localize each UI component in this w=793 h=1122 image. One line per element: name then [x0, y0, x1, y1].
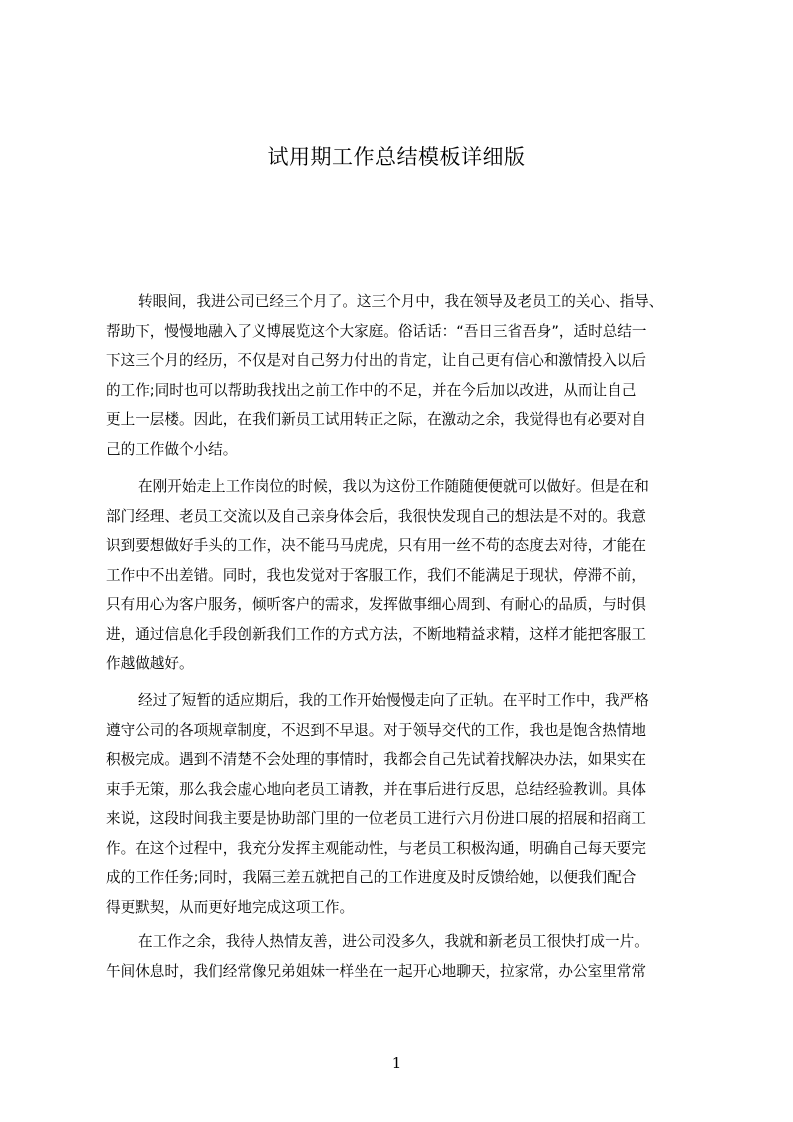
- text-line: 下这三个月的经历，不仅是对自己努力付出的肯定，让自己更有信心和激情投入以后: [106, 352, 646, 369]
- text-line: 来说，这段时间我主要是协助部门里的一位老员工进行六月份进口展的招展和招商工: [106, 810, 646, 827]
- text-line: 的工作;同时也可以帮助我找出之前工作中的不足，并在今后加以改进，从而让自己: [106, 381, 637, 399]
- text-line: 得更默契，从而更好地完成这项工作。: [106, 898, 355, 916]
- text-line: 进，通过信息化手段创新我们工作的方式方法，不断地精益求精，这样才能把客服工: [106, 625, 646, 643]
- page-number: 1: [391, 1054, 402, 1072]
- paragraph-4: [106, 927, 715, 986]
- text-line: 工作中不出差错。同时，我也发觉对于客服工作，我们不能满足于现状，停滞不前，: [106, 566, 646, 584]
- text-line: 作。在这个过程中，我充分发挥主观能动性，与老员工积极沟通，明确自己每天要完: [106, 839, 646, 857]
- paragraph-3: [106, 686, 715, 922]
- text-line: 更上一层楼。因此，在我们新员工试用转正之际，在激动之余，我觉得也有必要对自: [106, 411, 646, 428]
- text-line: 己的工作做个小结。: [106, 440, 238, 458]
- text-line: 成的工作任务;同时，我隔三差五就把自己的工作进度及时反馈给她，以便我们配合: [106, 869, 637, 886]
- text-line: 帮助下，慢慢地融入了义博展览这个大家庭。俗话话：“吾日三省吾身”，适时总结一: [106, 322, 647, 340]
- paragraph-2: [106, 472, 715, 679]
- text-line: 在工作之余，我待人热情友善，进公司没多久，我就和新老员工很快打成一片。: [138, 933, 649, 950]
- text-line: 遵守公司的各项规章制度，不迟到不早退。对于领导交代的工作，我也是饱含热情地: [106, 721, 646, 739]
- text-line: 在刚开始走上工作岗位的时候，我以为这份工作随随便便就可以做好。但是在和: [138, 478, 649, 495]
- text-line: 午间休息时，我们经常像兄弟姐妹一样坐在一起开心地聊天，拉家常，办公室里常常: [106, 962, 646, 980]
- text-line: 识到要想做好手头的工作，决不能马马虎虎，只有用一丝不苟的态度去对待，才能在: [106, 537, 646, 554]
- paragraph-1: [106, 287, 715, 464]
- text-line: 部门经理、老员工交流以及自己亲身体会后，我很快发现自己的想法是不对的。我意: [106, 507, 646, 525]
- text-line: 积极完成。遇到不清楚不会处理的事情时，我都会自己先试着找解决办法，如果实在: [106, 751, 646, 768]
- text-line: 转眼间，我进公司已经三个月了。这三个月中，我在领导及老员工的关心、指导、: [138, 293, 664, 310]
- text-line: 经过了短暂的适应期后，我的工作开始慢慢走向了正轨。在平时工作中，我严格: [138, 692, 649, 709]
- text-line: 只有用心为客户服务，倾听客户的需求，发挥做事细心周到、有耐心的品质，与时俱: [106, 596, 646, 613]
- text-line: 束手无策，那么我会虚心地向老员工请教，并在事后进行反思，总结经验教训。具体: [106, 780, 646, 798]
- text-line: 作越做越好。: [106, 655, 194, 672]
- document-title: 试用期工作总结模板详细版: [267, 145, 526, 169]
